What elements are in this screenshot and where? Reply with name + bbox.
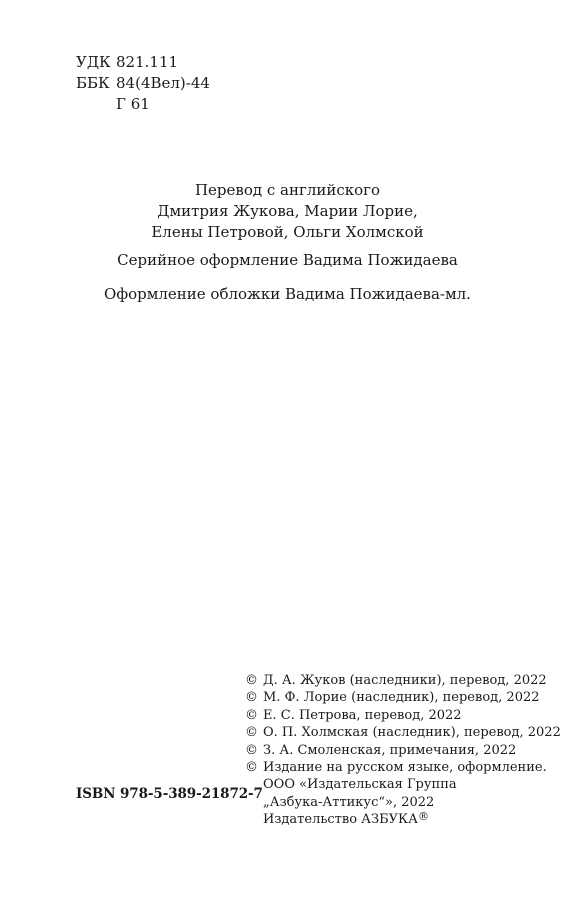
copyright-symbol: © bbox=[245, 690, 258, 706]
translation-credits bbox=[0, 180, 575, 243]
bbk-value: 84(4Вел)-44 bbox=[116, 74, 210, 92]
copyright-line bbox=[245, 689, 561, 706]
copyright-text: М. Ф. Лорие (наследник), перевод, 2022 bbox=[263, 690, 540, 706]
copyright-block bbox=[245, 672, 561, 829]
publisher-line bbox=[245, 811, 561, 828]
copyright-symbol: © bbox=[245, 673, 258, 688]
publisher-line: „Азбука-Аттикус“», 2022 bbox=[263, 794, 435, 810]
copyright-text: З. А. Смоленская, примечания, 2022 bbox=[263, 742, 517, 758]
translation-line: Елены Петровой, Ольги Холмской bbox=[151, 223, 424, 241]
copyright-text: О. П. Холмская (наследник), перевод, 2022 bbox=[263, 725, 561, 741]
series-design-credit: Серийное оформление Вадима Пожидаева bbox=[117, 251, 458, 269]
copyright-symbol: © bbox=[245, 707, 258, 723]
copyright-line bbox=[245, 724, 561, 741]
copyright-symbol: © bbox=[245, 742, 258, 758]
classification-block bbox=[76, 52, 210, 115]
publisher-line: ООО «Издательская Группа bbox=[263, 777, 457, 793]
registered-mark: ® bbox=[417, 810, 429, 824]
udk-row bbox=[76, 52, 210, 73]
copyright-symbol: © bbox=[245, 760, 258, 776]
copyright-symbol: © bbox=[245, 725, 258, 741]
isbn: ISBN 978-5-389-21872-7 bbox=[76, 786, 263, 802]
copyright-line bbox=[245, 742, 561, 759]
translation-line: Перевод с английского bbox=[194, 181, 381, 199]
translation-line: Дмитрия Жукова, Марии Лорие, bbox=[157, 202, 418, 220]
copyright-text: Д. А. Жуков (наследники), перевод, 2022 bbox=[263, 673, 547, 688]
author-mark-row bbox=[76, 94, 210, 115]
cover-design-credit: Оформление обложки Вадима Пожидаева-мл. bbox=[104, 285, 471, 303]
publisher-name: Издательство АЗБУКА bbox=[263, 812, 418, 828]
udk-value: 821.111 bbox=[116, 53, 179, 71]
copyright-text: Издание на русском языке, оформление. bbox=[263, 760, 547, 776]
author-mark: Г 61 bbox=[116, 95, 150, 113]
udk-label: УДК bbox=[76, 53, 111, 71]
copyright-line bbox=[245, 672, 561, 689]
copyright-line bbox=[245, 759, 561, 776]
copyright-line bbox=[245, 707, 561, 724]
bbk-row bbox=[76, 73, 210, 94]
bbk-label: ББК bbox=[76, 74, 110, 92]
copyright-text: Е. С. Петрова, перевод, 2022 bbox=[263, 707, 462, 723]
